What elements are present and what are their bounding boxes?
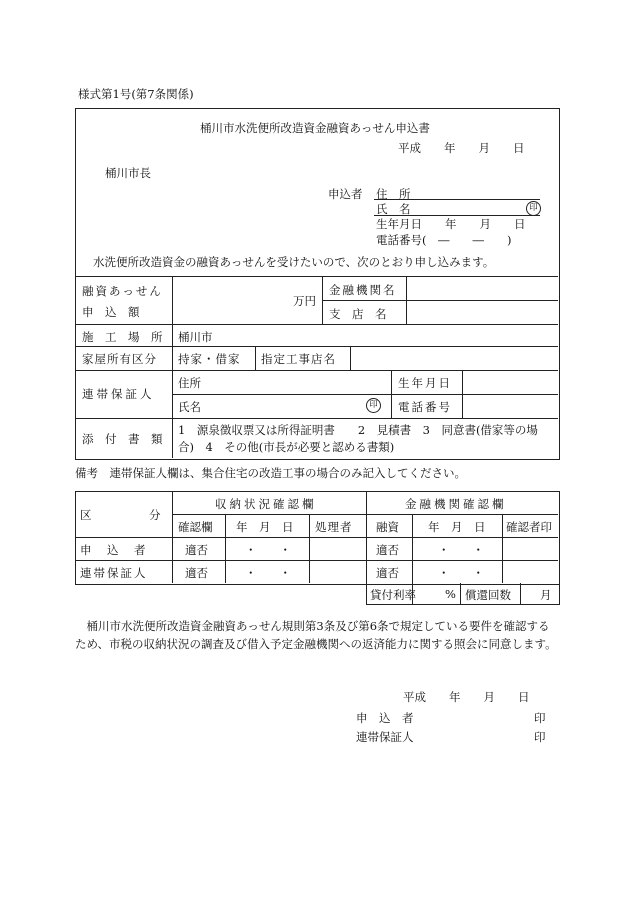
row-applicant-label: 申 込 者 (80, 543, 148, 557)
check-col-line (172, 491, 173, 583)
site-value: 桶川市 (178, 330, 213, 344)
date-dots-applicant-tax: ・ ・ (245, 543, 291, 557)
month-unit: 月 (540, 588, 552, 602)
attachments-list-line2: 合) 4 その他(市長が必要と認める書類) (178, 440, 395, 454)
tax-status-header: 収納状況確認欄 (215, 497, 317, 511)
branch-label: 支 店 名 (329, 307, 387, 321)
judgement-guarantor-bank: 適否 (376, 566, 399, 580)
request-text: 水洗便所改造資金の融資あっせんを受けたいので、次のとおり申し込みます。 (93, 255, 495, 269)
date-dots-applicant-bank: ・ ・ (438, 543, 484, 557)
footer-date-line: 平成 年 月 日 (403, 690, 530, 704)
form-number: 様式第1号(第7条関係) (78, 87, 194, 101)
guarantor-row-divider (172, 394, 558, 395)
col-date-bank: 年 月 日 (428, 520, 486, 534)
amount-unit: 万円 (293, 294, 316, 308)
footer-applicant-seal: 印 (534, 711, 546, 725)
col-confirm: 確認欄 (178, 520, 213, 534)
installments-label: 償還回数 (465, 588, 511, 602)
footer-guarantor-seal: 印 (534, 730, 546, 744)
check-header-divider (172, 514, 558, 515)
amount-label-2: 申 込 額 (82, 305, 140, 319)
guarantor-value-line (462, 370, 463, 418)
footer-applicant-label: 申 込 者 (356, 711, 414, 725)
date-line: 平成 年 月 日 (398, 141, 525, 155)
applicant-name-label: 氏 名 (376, 202, 411, 216)
col-date: 年 月 日 (236, 520, 294, 534)
applicant-address-label: 住 所 (376, 187, 411, 201)
ownership-value: 持家・借家 (178, 352, 241, 366)
address-underline (374, 199, 540, 200)
contractor-divider (350, 346, 351, 370)
footer-guarantor-label: 連帯保証人 (356, 730, 414, 744)
col-loan: 融資 (376, 520, 399, 534)
check-col-line (502, 514, 503, 583)
row-divider (75, 346, 558, 347)
applicant-phone: 電話番号( ― ― ) (376, 233, 512, 247)
row-divider (75, 370, 558, 371)
guarantor-address-label: 住所 (178, 376, 201, 390)
addressee: 桶川市長 (105, 166, 151, 180)
contractor-label: 指定工事店名 (261, 352, 336, 366)
judgement-applicant-tax: 適否 (185, 543, 208, 557)
bank-check-header: 金融機関確認欄 (405, 497, 507, 511)
row-guarantor-label: 連帯保証人 (80, 566, 148, 580)
rate-col-line (520, 583, 521, 605)
guarantor-seal-mark: 印 (366, 398, 381, 413)
applicant-seal-mark: 印 (526, 201, 541, 216)
guarantor-name-label: 氏名 (178, 400, 201, 414)
check-col-line (412, 514, 413, 583)
attachments-label: 添 付 書 類 (82, 432, 163, 446)
check-row-divider (75, 537, 558, 538)
bank-name-label: 金融機関名 (329, 283, 397, 297)
check-col-line (309, 514, 310, 583)
applicant-birthdate: 生年月日 年 月 日 (376, 217, 526, 231)
guarantor-divider (391, 370, 392, 418)
ownership-label: 家屋所有区分 (82, 352, 157, 366)
row-divider (75, 324, 558, 325)
check-col-line (225, 514, 226, 583)
row-divider (75, 418, 558, 419)
guarantor-phone-label: 電話番号 (398, 400, 452, 414)
col-handler: 処理者 (315, 520, 353, 534)
amount-label: 融資あっせん (82, 284, 163, 298)
site-label: 施 工 場 所 (82, 330, 163, 344)
check-col-line (366, 491, 367, 583)
consent-text: 桶川市水洗便所改造資金融資あっせん規則第3条及び第6条で規定している要件を確認するため、市税の収納状況の調査及び借入予定金融機関への返済能力に関する照会に同意します。 (75, 619, 557, 651)
bank-value-line (406, 276, 407, 324)
guarantor-label: 連帯保証人 (82, 387, 155, 401)
date-dots-guarantor-tax: ・ ・ (245, 566, 291, 580)
label-column-line (172, 276, 173, 458)
form-title: 桶川市水洗便所改造資金融資あっせん申込書 (200, 121, 430, 135)
rate-unit: % (445, 587, 456, 601)
bank-row-divider (322, 300, 558, 301)
guarantor-birthdate-label: 生年月日 (398, 376, 452, 390)
category-label: 区 分 (80, 508, 161, 522)
note-text: 備考 連帯保証人欄は、集合住宅の改造工事の場合のみ記入してください。 (75, 466, 466, 480)
rate-label: 貸付利率 (370, 588, 416, 602)
bank-column-line (322, 276, 323, 324)
rate-col-line (460, 583, 461, 605)
date-dots-guarantor-bank: ・ ・ (438, 566, 484, 580)
judgement-applicant-bank: 適否 (376, 543, 399, 557)
judgement-guarantor-tax: 適否 (185, 566, 208, 580)
attachments-list-line1: 1 源泉徴収票又は所得証明書 2 見積書 3 同意書(借家等の場 (178, 423, 538, 437)
ownership-divider (255, 346, 256, 370)
applicant-label: 申込者 (328, 187, 363, 201)
check-row-divider (75, 560, 558, 561)
table-top-line (75, 276, 558, 277)
col-confirmer-seal: 確認者印 (506, 520, 552, 534)
